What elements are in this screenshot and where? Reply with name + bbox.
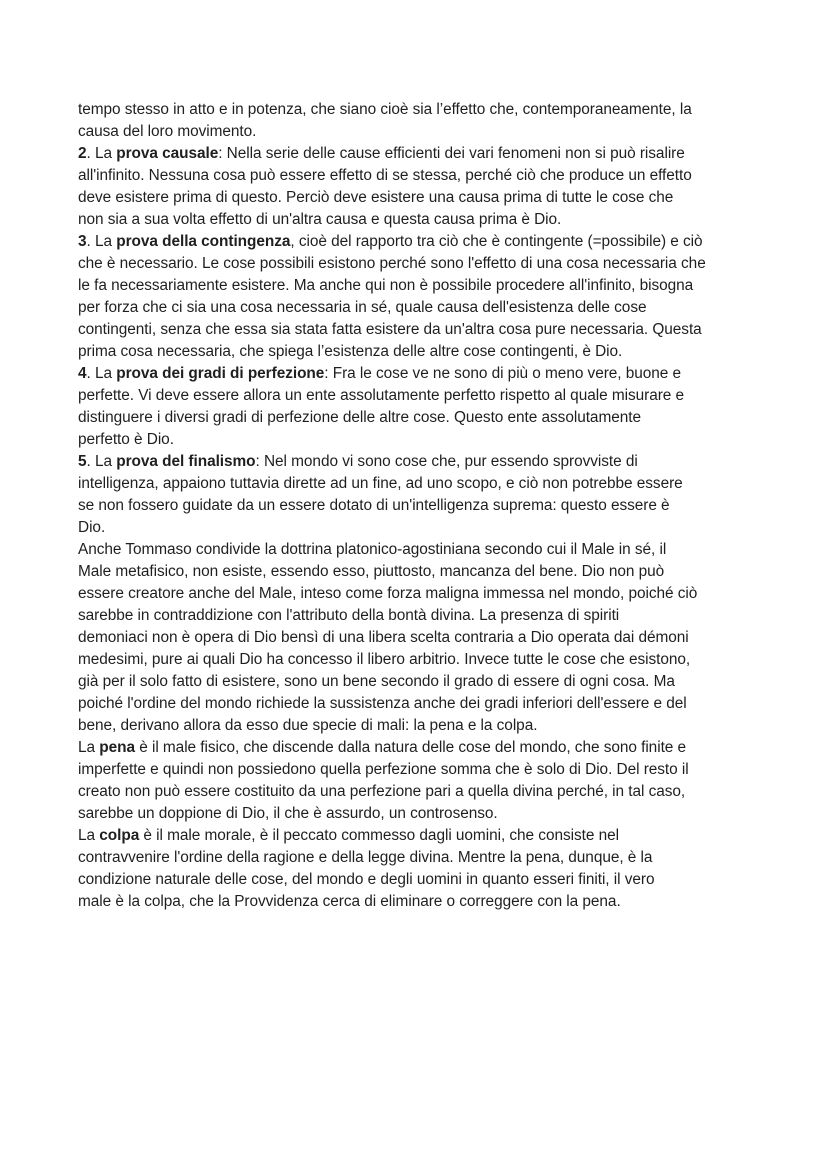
text-line	[78, 825, 768, 847]
text-line	[78, 473, 768, 495]
text-line	[78, 99, 768, 121]
text-run: sarebbe un doppione di Dio, il che è assurdo, un controsenso.	[78, 805, 498, 822]
text-run: è il male morale, è il peccato commesso dagli uomini, che consiste nel	[139, 827, 619, 844]
text-line	[78, 605, 768, 627]
text-run: Male metafisico, non esiste, essendo esso, piuttosto, mancanza del bene. Dio non può	[78, 563, 665, 580]
text-run: tempo stesso in atto e in potenza, che siano cioè sia l’effetto che, contemporaneamente, la	[78, 101, 692, 118]
text-run: distinguere i diversi gradi di perfezione delle altre cose. Questo ente assolutamente	[78, 409, 641, 426]
paragraph-prova-causale	[78, 143, 768, 231]
paragraph-prova-della-contingenza	[78, 231, 768, 363]
text-line	[78, 495, 768, 517]
paragraph-male-in-se	[78, 539, 768, 737]
text-line	[78, 583, 768, 605]
text-run: . La	[86, 145, 117, 162]
text-run: le fa necessariamente esistere. Ma anche qui non è possibile procedere all'infinito, bisogna	[78, 277, 694, 294]
text-line	[78, 231, 768, 253]
paragraph-prova-del-finalismo	[78, 451, 768, 539]
text-run: condizione naturale delle cose, del mondo e degli uomini in quanto esseri finiti, il vero	[78, 871, 655, 888]
text-line	[78, 319, 768, 341]
text-line	[78, 847, 768, 869]
text-run: poiché l'ordine del mondo richiede la sussistenza anche dei gradi inferiori dell'essere e del	[78, 695, 687, 712]
bold-text-run: prova causale	[116, 145, 219, 162]
text-line	[78, 517, 768, 539]
text-line	[78, 297, 768, 319]
text-line	[78, 385, 768, 407]
paragraph-motion-proof-continuation	[78, 99, 768, 143]
bold-text-run: 4	[78, 365, 87, 382]
paragraph-la-colpa	[78, 825, 768, 913]
text-line	[78, 451, 768, 473]
text-line	[78, 803, 768, 825]
text-line	[78, 891, 768, 913]
bold-text-run: 5	[78, 453, 87, 470]
paragraph-la-pena	[78, 737, 768, 825]
text-line	[78, 561, 768, 583]
text-line	[78, 275, 768, 297]
text-run: causa del loro movimento.	[78, 123, 257, 140]
text-run: intelligenza, appaiono tuttavia dirette ad un fine, ad uno scopo, e ciò non potrebbe essere	[78, 475, 683, 492]
text-run: : Fra le cose ve ne sono di più o meno vere, buone e	[324, 365, 682, 382]
text-line	[78, 363, 768, 385]
text-run: : Nella serie delle cause efficienti dei vari fenomeni non si può risalire	[218, 145, 685, 162]
text-line	[78, 693, 768, 715]
text-line	[78, 121, 768, 143]
text-line	[78, 165, 768, 187]
text-line	[78, 671, 768, 693]
text-run: perfette. Vi deve essere allora un ente assolutamente perfetto rispetto al quale misurare e	[78, 387, 685, 404]
text-line	[78, 341, 768, 363]
text-line	[78, 715, 768, 737]
text-line	[78, 627, 768, 649]
text-run: creato non può essere costituito da una perfezione pari a quella divina perché, in tal caso,	[78, 783, 686, 800]
text-line	[78, 407, 768, 429]
bold-text-run: 2	[78, 145, 87, 162]
text-line	[78, 869, 768, 891]
text-run: . La	[86, 233, 117, 250]
text-line	[78, 539, 768, 561]
text-run: che è necessario. Le cose possibili esistono perché sono l'effetto di una cosa necessaria che	[78, 255, 706, 272]
document-body	[78, 99, 768, 913]
text-line	[78, 209, 768, 231]
text-run: è il male fisico, che discende dalla natura delle cose del mondo, che sono finite e	[134, 739, 687, 756]
bold-text-run: prova della contingenza	[116, 233, 291, 250]
text-run: La	[78, 739, 100, 756]
paragraph-prova-dei-gradi-di-perfezione	[78, 363, 768, 451]
bold-text-run: pena	[99, 739, 135, 756]
bold-text-run: prova dei gradi di perfezione	[116, 365, 325, 382]
text-line	[78, 143, 768, 165]
text-line	[78, 429, 768, 451]
bold-text-run: 3	[78, 233, 87, 250]
text-run: prima cosa necessaria, che spiega l’esistenza delle altre cose contingenti, è Dio.	[78, 343, 623, 360]
text-line	[78, 781, 768, 803]
text-run: se non fossero guidate da un essere dotato di un'intelligenza suprema: questo essere è	[78, 497, 670, 514]
text-run: La	[78, 827, 100, 844]
text-run: sarebbe in contraddizione con l'attributo della bontà divina. La presenza di spiriti	[78, 607, 620, 624]
text-run: , cioè del rapporto tra ciò che è contingente (=possibile) e ciò	[290, 233, 703, 250]
text-run: male è la colpa, che la Provvidenza cerca di eliminare o correggere con la pena.	[78, 893, 621, 910]
text-line	[78, 187, 768, 209]
text-run: contingenti, senza che essa sia stata fatta esistere da un'altra cosa pure necessaria. Questa	[78, 321, 702, 338]
text-run: : Nel mondo vi sono cose che, pur essendo sprovviste di	[255, 453, 638, 470]
text-run: non sia a sua volta effetto di un'altra causa e questa causa prima è Dio.	[78, 211, 562, 228]
text-run: bene, derivano allora da esso due specie di mali: la pena e la colpa.	[78, 717, 538, 734]
text-line	[78, 737, 768, 759]
text-run: imperfette e quindi non possiedono quella perfezione somma che è solo di Dio. Del resto il	[78, 761, 689, 778]
text-run: deve esistere prima di questo. Perciò deve esistere una causa prima di tutte le cose che	[78, 189, 674, 206]
text-run: contravvenire l'ordine della ragione e della legge divina. Mentre la pena, dunque, è la	[78, 849, 653, 866]
bold-text-run: prova del finalismo	[116, 453, 256, 470]
text-line	[78, 253, 768, 275]
text-run: essere creatore anche del Male, inteso come forza maligna immessa nel mondo, poiché ciò	[78, 585, 698, 602]
text-run: Anche Tommaso condivide la dottrina platonico-agostiniana secondo cui il Male in sé, il	[78, 541, 667, 558]
text-run: già per il solo fatto di esistere, sono un bene secondo il grado di essere di ogni cosa. Ma	[78, 673, 675, 690]
bold-text-run: colpa	[99, 827, 140, 844]
text-line	[78, 649, 768, 671]
text-run: perfetto è Dio.	[78, 431, 174, 448]
text-run: medesimi, pure ai quali Dio ha concesso il libero arbitrio. Invece tutte le cose che esistono,	[78, 651, 691, 668]
text-run: all'infinito. Nessuna cosa può essere effetto di se stessa, perché ciò che produce un effetto	[78, 167, 692, 184]
text-run: . La	[86, 365, 117, 382]
text-line	[78, 759, 768, 781]
text-run: demoniaci non è opera di Dio bensì di una libera scelta contraria a Dio operata dai démoni	[78, 629, 689, 646]
text-run: per forza che ci sia una cosa necessaria in sé, quale causa dell'esistenza delle cose	[78, 299, 647, 316]
text-run: . La	[86, 453, 117, 470]
text-run: Dio.	[78, 519, 106, 536]
